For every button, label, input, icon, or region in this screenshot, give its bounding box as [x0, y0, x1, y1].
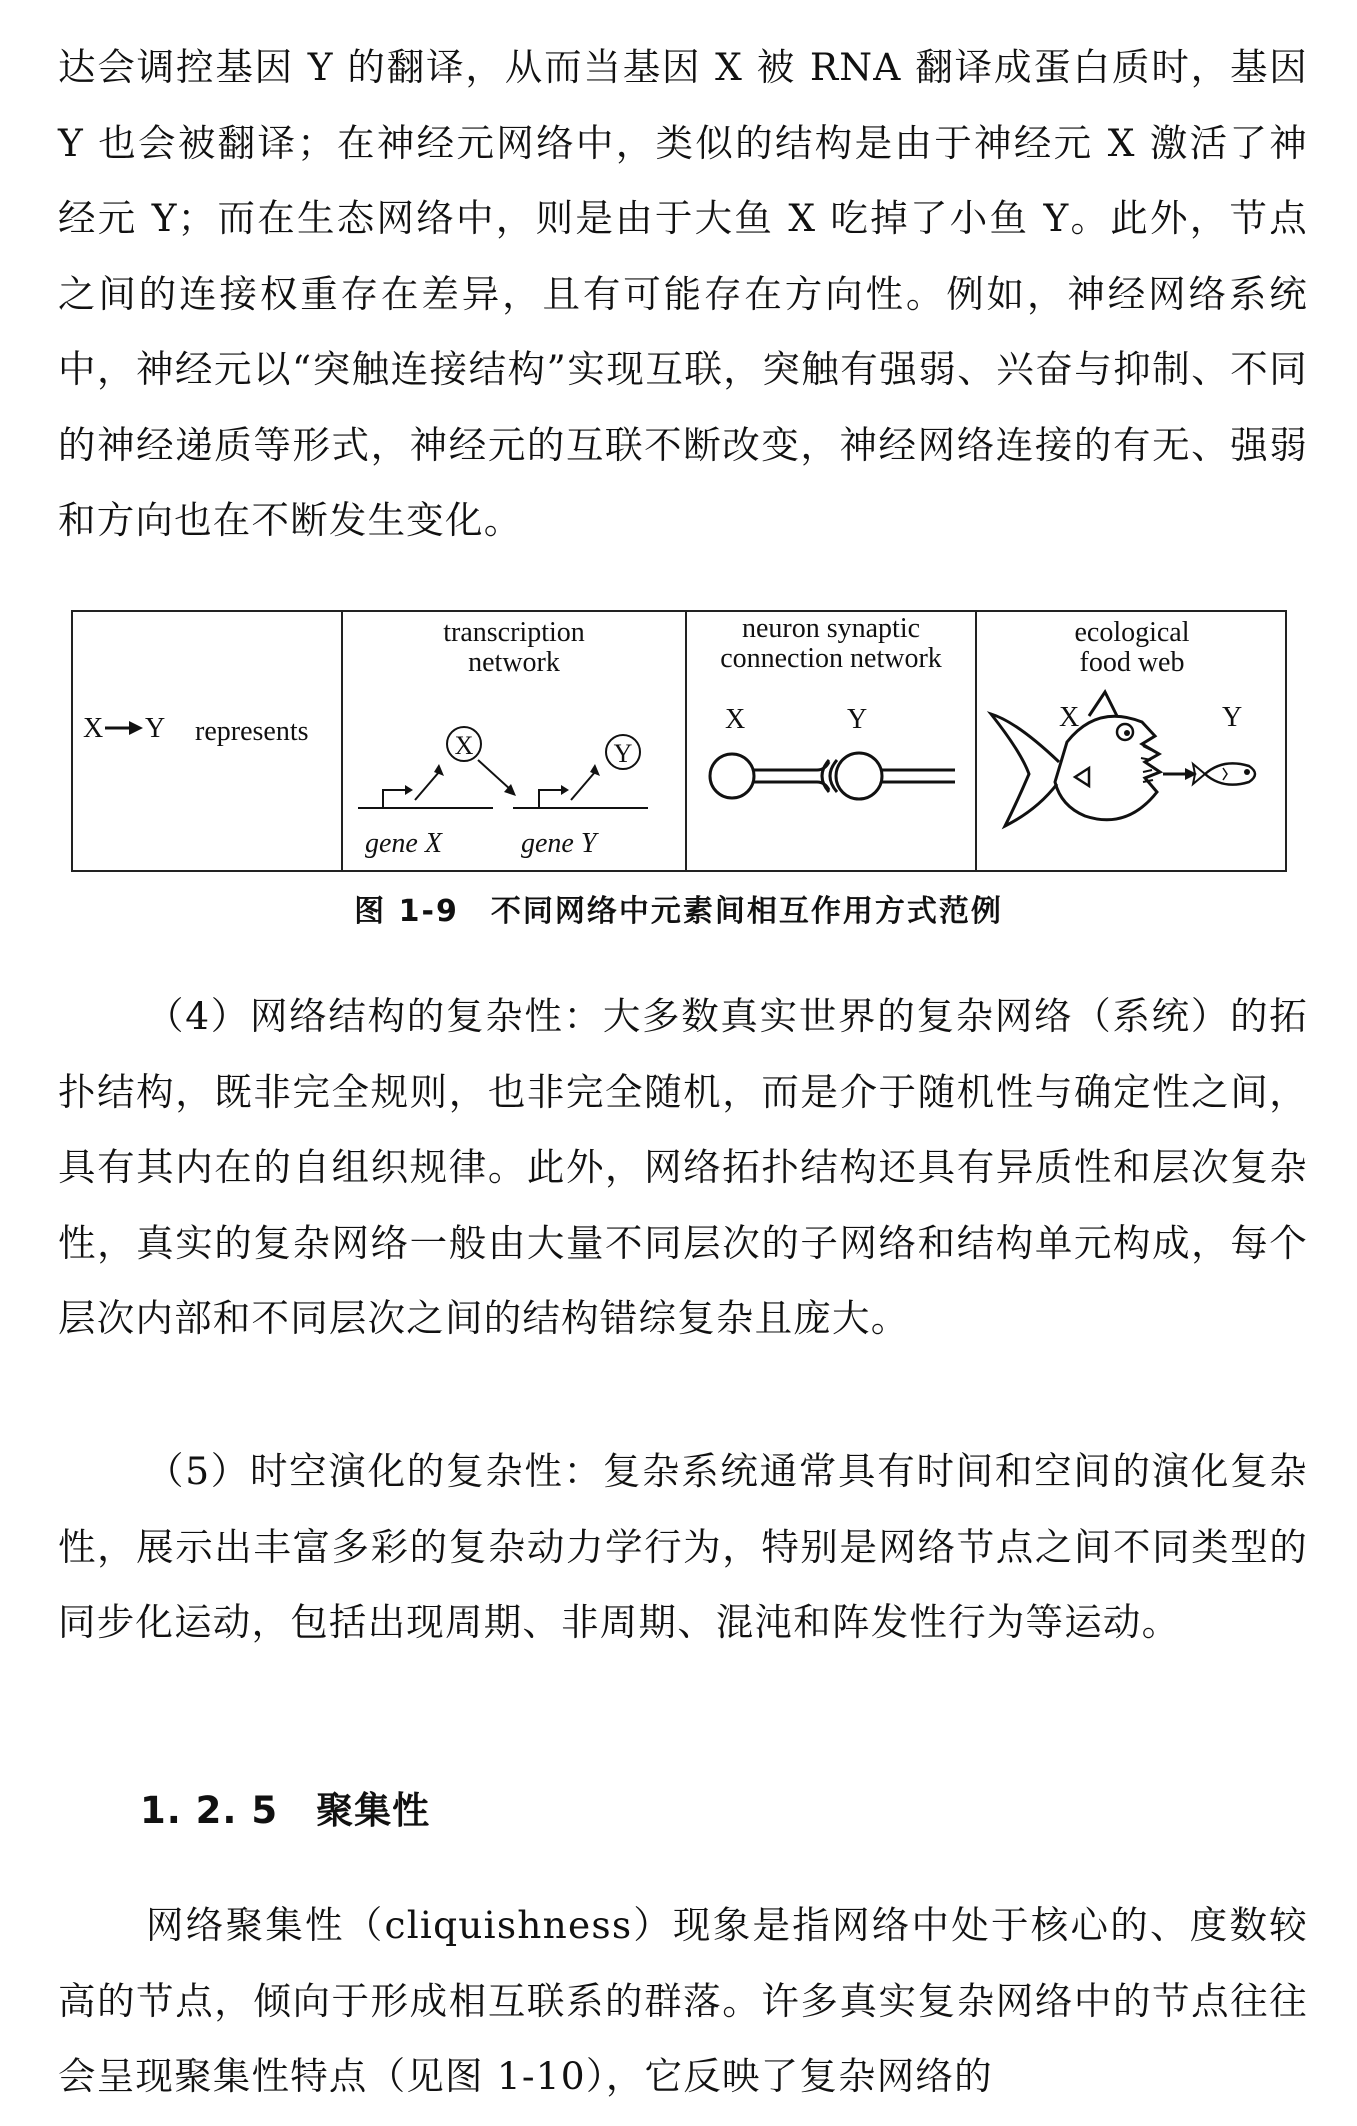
- represents-cell: [73, 612, 343, 870]
- gene-x-label: gene X: [365, 828, 442, 859]
- neuron-y-label: Y: [847, 704, 868, 735]
- figure-caption: 图 1-9 不同网络中元素间相互作用方式范例: [354, 894, 1003, 929]
- section-number: 1. 2. 5: [140, 1789, 279, 1832]
- gene-y-label: gene Y: [521, 828, 597, 859]
- neuron-network-title: neuron synaptic connection network: [720, 613, 942, 674]
- neuron-network-cell: [687, 612, 977, 870]
- transcription-network-diagram: [343, 612, 685, 870]
- paragraph-spatiotemporal-complexity: （5）时空演化的复杂性：复杂系统通常具有时间和空间的演化复杂性，展示出丰富多彩的复杂动力学行为，特别是网络节点之间不同类型的同步化运动，包括出现周期、非周期、混沌和阵发性行为等运动。: [58, 1449, 1308, 1644]
- x-to-y-arrow-icon: [73, 612, 341, 870]
- section-heading: [140, 1780, 430, 1834]
- paragraph-network-interactions: 达会调控基因 Y 的翻译，从而当基因 X 被 RNA 翻译成蛋白质时，基因 Y 也会被翻译；在神经元网络中，类似的结构是由于神经元 X 激活了神经元 Y；而在生态网络中，则是由于大鱼 X 吃掉了小鱼 Y。此外，节点之间的连接权重存在差异，且有可能存在方向性。例如，神经网络系统中，神经元以“突触连接结构”实现互联，突触有强弱、兴奋与抑制、不同的神经递质等形式，神经元的互联不断改变，神经网络连接的有无、强弱和方向也在不断发生变化。: [58, 45, 1308, 542]
- neuron-x-body: [710, 754, 754, 798]
- fish-x-label: X: [1059, 702, 1080, 733]
- paragraph-structure-complexity: （4）网络结构的复杂性：大多数真实世界的复杂网络（系统）的拓扑结构，既非完全规则，也非完全随机，而是介于随机性与确定性之间，具有其内在的自组织规律。此外，网络拓扑结构还具有异质性和层次复杂性，真实的复杂网络一般由大量不同层次的子网络和结构单元构成，每个层次内部和不同层次之间的结构错综复杂且庞大。: [58, 994, 1308, 1340]
- fish-y-label: Y: [1222, 702, 1243, 733]
- protein-y-label: Y: [613, 739, 633, 768]
- transcription-network-cell: [343, 612, 687, 870]
- section-title: 聚集性: [316, 1789, 431, 1832]
- food-web-title: ecological food web: [1074, 617, 1190, 678]
- big-fish-eats-small-fish-diagram: [977, 612, 1285, 870]
- transcription-network-title: transcription network: [443, 617, 585, 678]
- food-web-cell: [977, 612, 1287, 870]
- neuron-synapse-diagram: [687, 612, 975, 870]
- protein-x-label: X: [454, 731, 474, 760]
- represents-x-label: X: [83, 713, 104, 744]
- neuron-x-label: X: [725, 704, 746, 735]
- neuron-y-body: [836, 753, 882, 799]
- represents-y-label: Y: [145, 713, 166, 744]
- figure-interaction-table: [71, 610, 1287, 872]
- paragraph-cliquishness: 网络聚集性（cliquishness）现象是指网络中处于核心的、度数较高的节点，倾向于形成相互联系的群落。许多真实复杂网络中的节点往往会呈现聚集性特点（见图 1-10），它反映了复杂网络的: [58, 1903, 1308, 2098]
- represents-label: represents: [195, 716, 309, 747]
